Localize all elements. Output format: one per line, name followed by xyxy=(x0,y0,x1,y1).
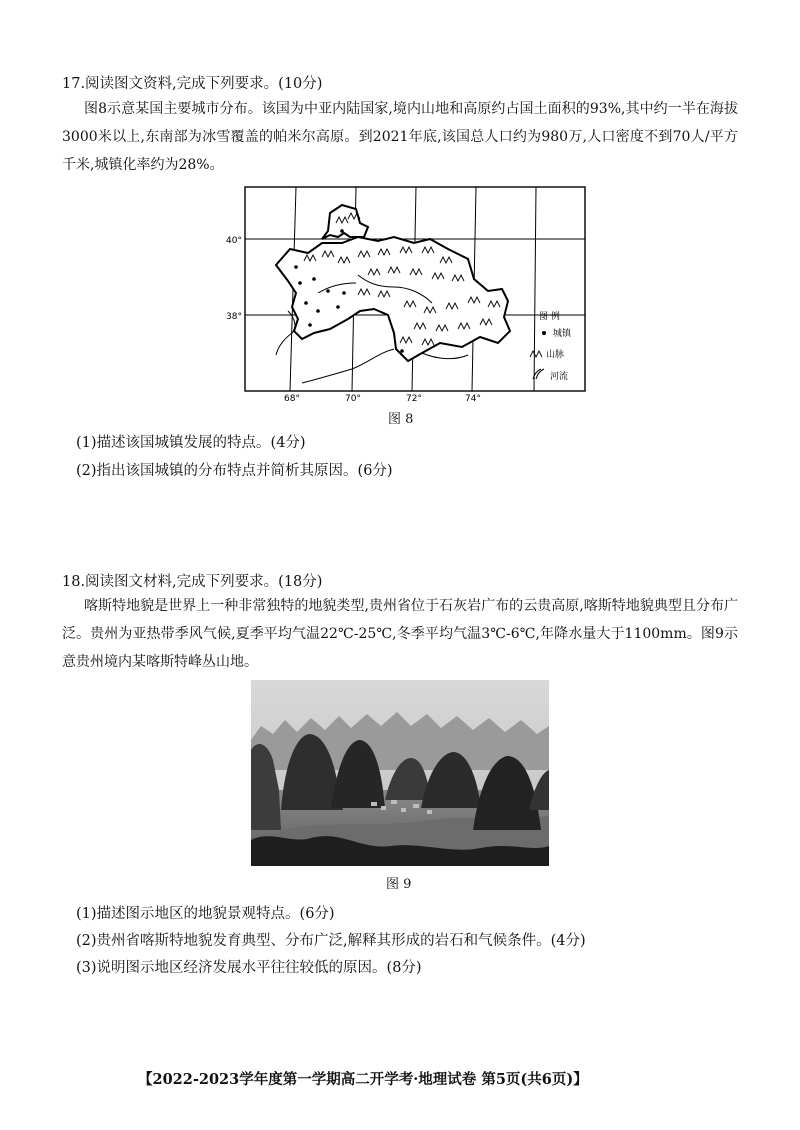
lon-label-70: 70° xyxy=(345,394,361,404)
q17-paragraph: 图8示意某国主要城市分布。该国为中亚内陆国家,境内山地和高原约占国土面积的93%,其中约一半在海拔3000米以上,东南部为冰雪覆盖的帕米尔高原。到2021年底,该国总人口约为980万,人口密度不到70人/平方千米,城镇化率约为28%。 xyxy=(62,101,738,173)
lon-label-72: 72° xyxy=(406,394,422,404)
lat-label-38: 38° xyxy=(226,312,242,322)
page-footer: 【2022-2023学年度第一学期高二开学考·地理试卷 第5页(共6页)】 xyxy=(138,1071,588,1088)
figure-9-photo xyxy=(251,680,549,866)
legend-mountain: 山脉 xyxy=(546,350,565,360)
legend-river: 河流 xyxy=(550,372,569,382)
q18-question-1: (1)描述图示地区的地貌景观特点。(6分) xyxy=(76,906,335,922)
q17-question-2: (2)指出该国城镇的分布特点并简析其原因。(6分) xyxy=(76,463,393,479)
q17-title: 17.阅读图文资料,完成下列要求。(10分) xyxy=(62,76,323,92)
lat-label-40: 40° xyxy=(226,236,242,246)
figure-8-map xyxy=(218,183,588,405)
legend-town: 城镇 xyxy=(553,329,572,339)
q18-question-2: (2)贵州省喀斯特地貌发育典型、分布广泛,解释其形成的岩石和气候条件。(4分) xyxy=(76,933,586,949)
q17-question-1: (1)描述该国城镇发展的特点。(4分) xyxy=(76,435,306,451)
figure-8-caption: 图 8 xyxy=(388,412,414,427)
q18-title: 18.阅读图文材料,完成下列要求。(18分) xyxy=(62,574,323,590)
q18-question-3: (3)说明图示地区经济发展水平往往较低的原因。(8分) xyxy=(76,960,422,976)
legend-title: 图 例 xyxy=(539,312,560,322)
lon-label-68: 68° xyxy=(284,394,300,404)
lon-label-74: 74° xyxy=(465,394,481,404)
q18-paragraph: 喀斯特地貌是世界上一种非常独特的地貌类型,贵州省位于石灰岩广布的云贵高原,喀斯特地貌典型且分布广泛。贵州为亚热带季风气候,夏季平均气温22℃-25℃,冬季平均气温3℃-6℃,年降水量大于1100mm。图9示意贵州境内某喀斯特峰丛山地。 xyxy=(62,598,738,670)
legend-town-symbol xyxy=(542,331,546,335)
figure-9-caption: 图 9 xyxy=(386,877,412,892)
